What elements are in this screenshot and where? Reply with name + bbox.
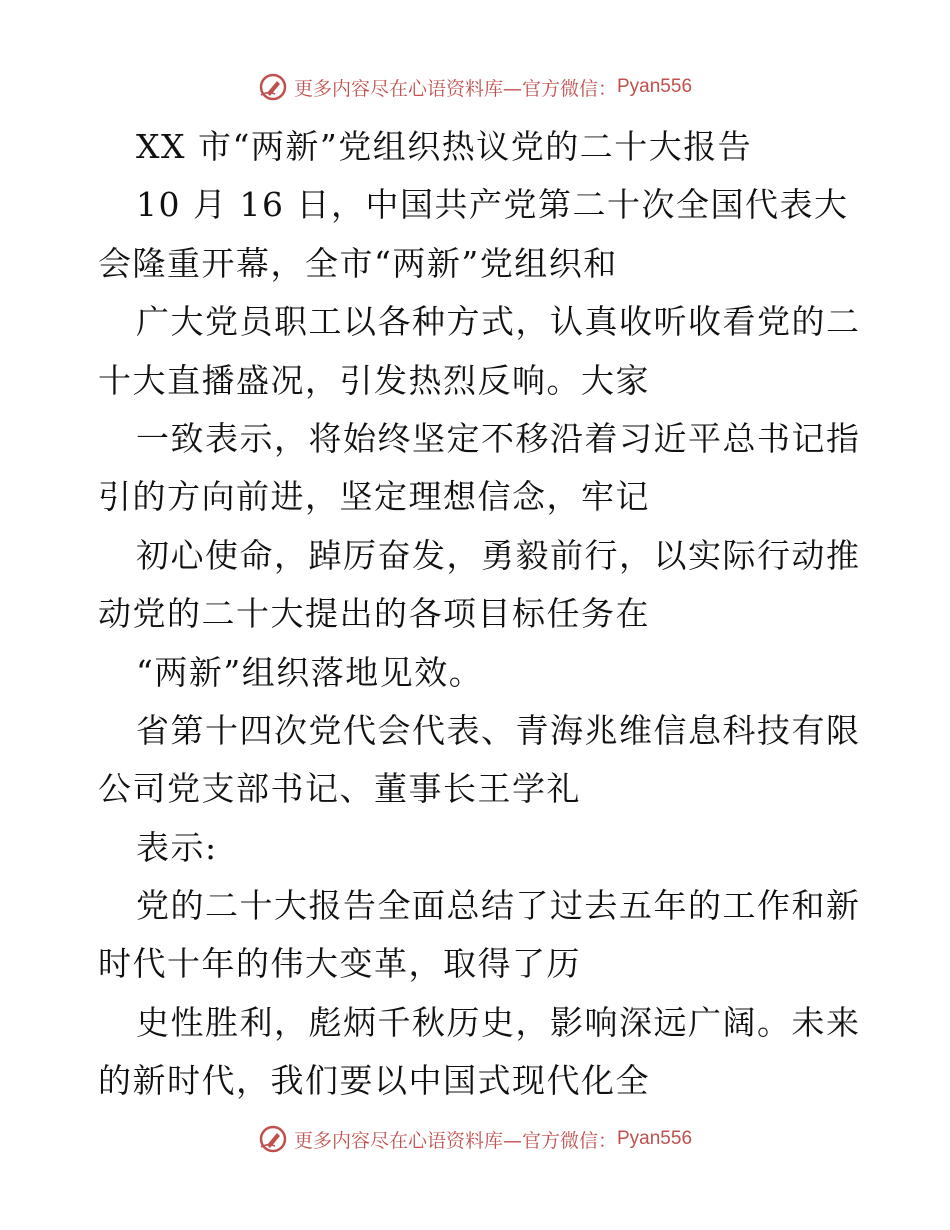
- text-line: XX 市“两新”党组织热议党的二十大报告: [136, 127, 753, 166]
- watermark-wechat-id: Pyan556: [617, 76, 693, 97]
- header-watermark: [0, 72, 950, 102]
- text-line: 一致表示，将始终坚定不移沿着习近平总书记指: [136, 418, 861, 458]
- watermark-text: 更多内容尽在心语资料库—官方微信：: [293, 1129, 617, 1152]
- text-line: 会隆重开幕，全市“两新”党组织和: [98, 243, 618, 283]
- watermark-wechat-id: Pyan556: [617, 1128, 693, 1149]
- footer-watermark: [0, 1124, 950, 1154]
- text-line: 初心使命，踔厉奋发，勇毅前行，以实际行动推: [136, 535, 861, 575]
- text-line: 党的二十大报告全面总结了过去五年的工作和新: [136, 886, 861, 926]
- text-line: 10 月 16 日，中国共产党第二十次全国代表大: [136, 185, 849, 225]
- document-body: [98, 118, 861, 1111]
- text-line: 广大党员职工以各种方式，认真收听收看党的二: [136, 302, 861, 342]
- text-line: 公司党支部书记、董事长王学礼: [98, 769, 581, 809]
- text-line: 省第十四次党代会代表、青海兆维信息科技有限: [136, 710, 861, 750]
- text-line: 十大直播盛况，引发热烈反响。大家: [98, 360, 650, 400]
- text-line: 史性胜利，彪炳千秋历史，影响深远广阔。未来: [136, 1002, 861, 1042]
- text-line: 时代十年的伟大变革，取得了历: [98, 944, 581, 984]
- text-line: 的新时代，我们要以中国式现代化全: [98, 1061, 650, 1101]
- text-line: 引的方向前进，坚定理想信念，牢记: [98, 477, 650, 517]
- text-line: 动党的二十大提出的各项目标任务在: [98, 594, 650, 634]
- text-line: 表示:: [136, 827, 218, 867]
- pen-circle-logo-icon: [258, 72, 288, 102]
- text-line: “两新”组织落地见效。: [136, 652, 484, 692]
- pen-circle-logo-icon: [258, 1124, 288, 1154]
- watermark-text: 更多内容尽在心语资料库—官方微信：: [293, 77, 617, 100]
